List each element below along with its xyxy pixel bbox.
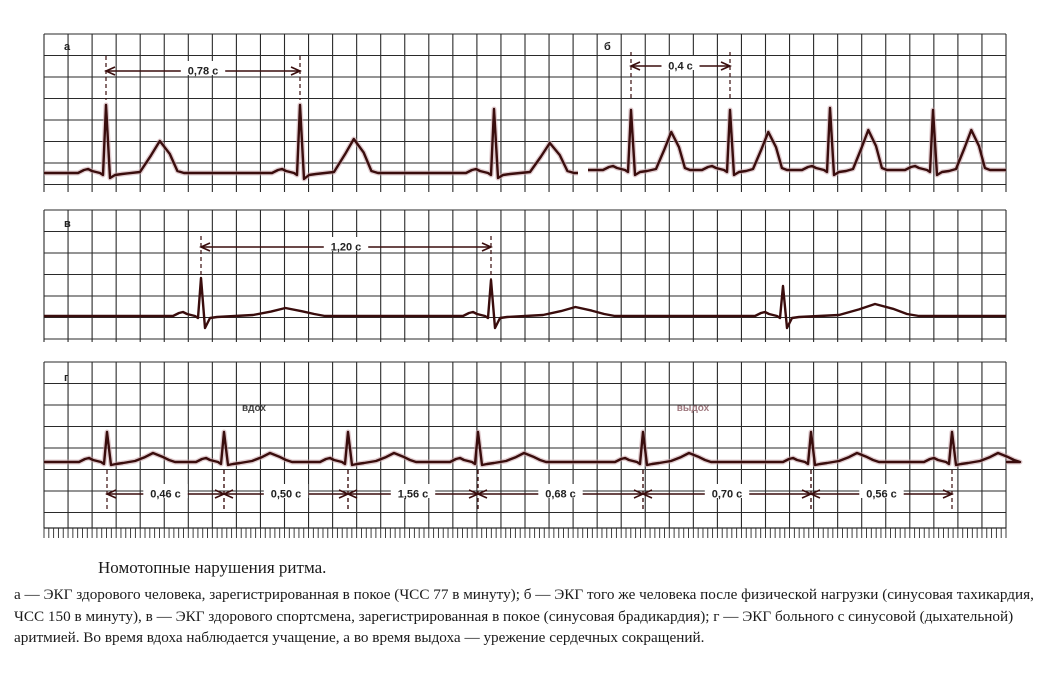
rr-interval-g-3-label: 1,56 с <box>397 488 429 501</box>
segment-label-a: а <box>64 41 71 53</box>
rr-interval-g-2-label: 0,50 с <box>270 488 302 501</box>
segment-label-v: в <box>64 218 71 230</box>
rr-interval-g-6-label: 0,56 с <box>866 488 897 501</box>
figure-caption <box>14 558 1044 649</box>
segment-label-b: б <box>604 41 611 53</box>
rr-interval-b-label: 0,4 с <box>668 60 693 73</box>
annotation-layer <box>64 41 952 512</box>
ecg-grid-2 <box>44 210 1006 342</box>
caption-title: Номотопные нарушения ритма. <box>98 558 327 577</box>
trace-layer <box>44 105 1020 465</box>
rr-interval-v-label: 1,20 с <box>330 241 362 254</box>
phase-label-exhale: выдох <box>676 403 710 414</box>
ecg-grid-3 <box>44 362 1006 538</box>
caption-body: а — ЭКГ здорового человека, зарегистрированная в покое (ЧСС 77 в минуту); б — ЭКГ того же человека после физической нагрузки (синусовая тахикардия, ЧСС 150 в минуту), в — ЭКГ здорового спортсмена, зарегистрированная в покое (синусовая брадикардия); г — ЭКГ больного с синусовой (дыхательной) аритмией. Во время вдоха наблюдается учащение, а во время выдоха — урежение сердечных сокращений. <box>14 586 1034 646</box>
phase-label-inhale: вдох <box>242 403 266 414</box>
rr-interval-g-4-label: 0,68 с <box>545 488 576 501</box>
rr-interval-g-5-label: 0,70 с <box>711 488 743 501</box>
rr-interval-a-label: 0,78 с <box>187 65 219 78</box>
rr-interval-g-1-label: 0,46 с <box>150 488 181 501</box>
segment-label-g: г <box>64 372 69 384</box>
ecg-grid-1 <box>44 34 1006 192</box>
